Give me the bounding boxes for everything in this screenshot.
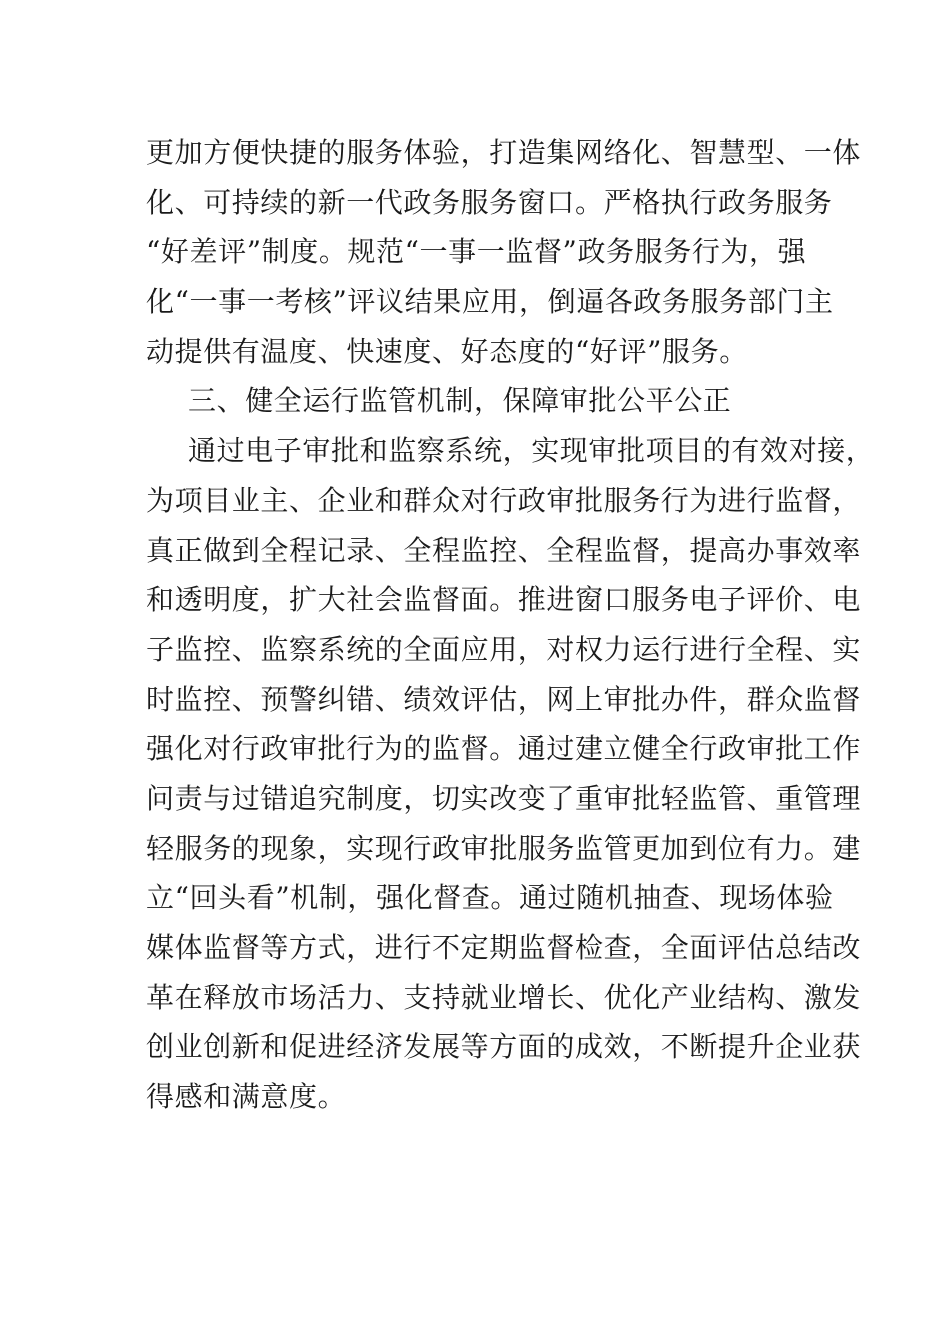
paragraph-line: 化“一事一考核”评议结果应用，倒逼各政务服务部门主 bbox=[146, 285, 834, 319]
paragraph-line: 子监控、监察系统的全面应用，对权力运行进行全程、实 bbox=[146, 632, 862, 666]
paragraph-line: 轻服务的现象，实现行政审批服务监管更加到位有力。建 bbox=[146, 831, 862, 865]
section-heading: 三、健全运行监管机制，保障审批公平公正 bbox=[188, 384, 732, 418]
paragraph-line: 化、可持续的新一代政务服务窗口。严格执行政务服务 bbox=[146, 185, 833, 219]
paragraph-line: 问责与过错追究制度，切实改变了重审批轻监管、重管理 bbox=[146, 781, 862, 815]
paragraph-line: 通过电子审批和监察系统，实现审批项目的有效对接， bbox=[188, 434, 875, 468]
document-body bbox=[146, 128, 875, 1122]
paragraph-line: 为项目业主、企业和群众对行政审批服务行为进行监督， bbox=[146, 483, 862, 517]
paragraph-line: 动提供有温度、快速度、好态度的“好评”服务。 bbox=[146, 334, 748, 368]
paragraph-line: 更加方便快捷的服务体验，打造集网络化、智慧型、一体 bbox=[146, 136, 862, 169]
paragraph-line: 革在释放市场活力、支持就业增长、优化产业结构、激发 bbox=[146, 980, 862, 1014]
paragraph-line: 时监控、预警纠错、绩效评估，网上审批办件，群众监督 bbox=[146, 682, 862, 716]
paragraph-line: 真正做到全程记录、全程监控、全程监督，提高办事效率 bbox=[146, 533, 862, 567]
paragraph-line: 创业创新和促进经济发展等方面的成效，不断提升企业获 bbox=[146, 1030, 862, 1064]
paragraph-line: 得感和满意度。 bbox=[146, 1080, 347, 1114]
paragraph-line: 立“回头看”机制，强化督查。通过随机抽查、现场体验 bbox=[146, 881, 834, 915]
paragraph-line: “好差评”制度。规范“一事一监督”政务服务行为，强 bbox=[146, 235, 807, 269]
paragraph-line: 媒体监督等方式，进行不定期监督检查，全面评估总结改 bbox=[146, 931, 862, 964]
paragraph-line: 强化对行政审批行为的监督。通过建立健全行政审批工作 bbox=[146, 732, 862, 766]
paragraph-line: 和透明度，扩大社会监督面。推进窗口服务电子评价、电 bbox=[146, 583, 862, 617]
